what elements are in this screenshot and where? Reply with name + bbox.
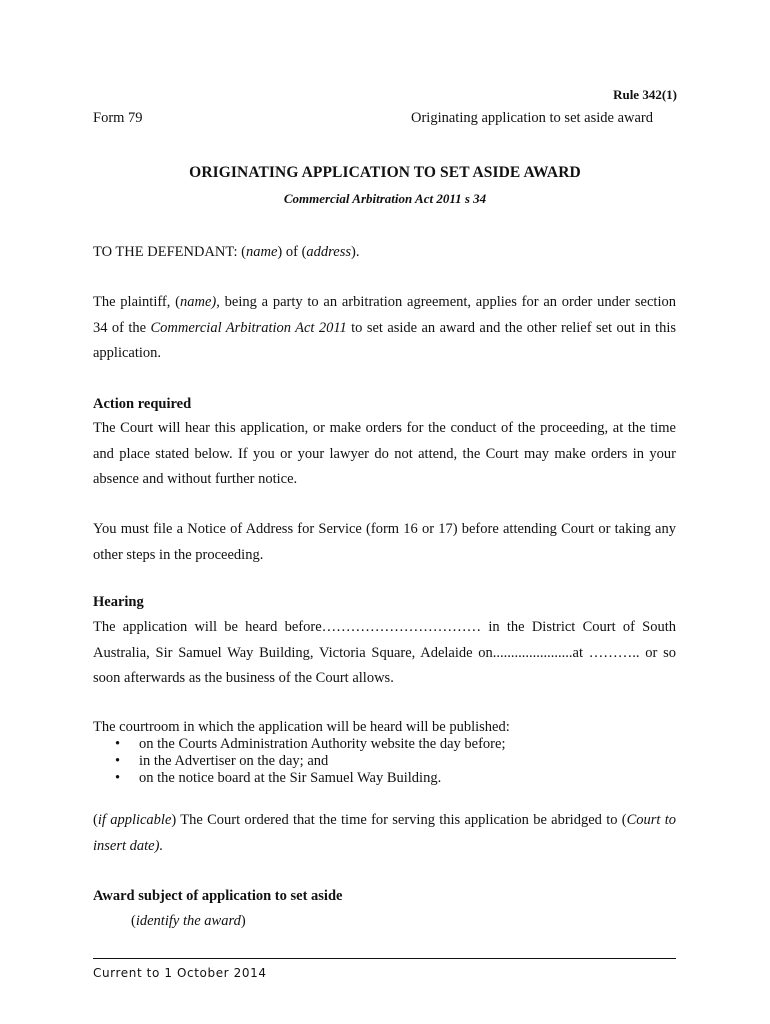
list-item-text: on the Courts Administration Authority website the day before; — [139, 736, 506, 752]
hearing-text: The application will be heard before…………………………… in the District Court of South Australia, Sir Samuel Way Building, Victoria Square, Adelaide on......................at ……….. or so soon afterwards as the business of the Court allows. — [93, 619, 676, 686]
footer-divider — [93, 958, 676, 959]
bullet-glyph: • — [115, 753, 121, 769]
defendant-prefix: TO THE DEFENDANT: ( — [93, 244, 246, 260]
plaintiff-name-placeholder: name) — [179, 294, 217, 310]
plaintiff-paragraph — [93, 290, 676, 367]
courtroom-list — [93, 736, 676, 787]
action-required-heading: Action required — [93, 396, 192, 412]
defendant-line — [93, 240, 676, 266]
footer-currency-note: Current to 1 October 2014 — [93, 966, 267, 980]
award-open-paren: ( — [131, 913, 136, 929]
action-required-text: The Court will hear this application, or make orders for the conduct of the proceeding, at the time and place stated below. If you or your lawyer do not attend, the Court may make orders in your absence and without further notice. — [93, 420, 676, 487]
award-close-paren: ) — [240, 913, 246, 929]
abridged-paragraph — [93, 808, 676, 859]
bullet-glyph: • — [115, 736, 121, 752]
defendant-middle: ) of ( — [277, 244, 307, 260]
plaintiff-text-3: to set aside an award and the other relief set out in this application. — [93, 319, 676, 361]
list-item — [93, 736, 676, 753]
award-heading: Award subject of application to set aside — [93, 888, 343, 904]
award-placeholder-line — [131, 913, 246, 930]
list-item-text: on the notice board at the Sir Samuel Way Building. — [139, 770, 442, 786]
defendant-name-placeholder: name — [246, 244, 278, 260]
plaintiff-act-name: Commercial Arbitration Act 2011 — [150, 319, 347, 336]
list-item-text: in the Advertiser on the day; and — [139, 753, 329, 769]
plaintiff-text-1: The plaintiff, ( — [93, 294, 180, 310]
bullet-glyph: • — [115, 770, 121, 786]
notice-of-address-paragraph: You must file a Notice of Address for Service (form 16 or 17) before attending Court or taking any other steps in the proceeding. — [93, 521, 676, 563]
form-number: Form 79 — [93, 110, 143, 126]
court-date-placeholder: Court to insert date). — [93, 812, 677, 854]
page-title: ORIGINATING APPLICATION TO SET ASIDE AWARD — [189, 164, 581, 181]
list-item — [93, 753, 676, 770]
list-item — [93, 770, 676, 787]
abridged-open: ( — [93, 812, 98, 828]
abridged-text: ) The Court ordered that the time for serving this application be abridged to ( — [171, 812, 627, 828]
rule-reference: Rule 342(1) — [613, 87, 677, 102]
defendant-suffix: ). — [351, 244, 360, 260]
form-title: Originating application to set aside award — [411, 110, 653, 126]
award-placeholder: identify the award — [135, 913, 241, 929]
courtroom-intro: The courtroom in which the application will be heard will be published: — [93, 719, 510, 735]
plaintiff-text-2: , being a party to an arbitration agreement, applies for an order under section 34 of the — [93, 294, 676, 336]
defendant-address-placeholder: address — [306, 244, 351, 260]
courtroom-section — [93, 719, 676, 787]
hearing-heading: Hearing — [93, 594, 144, 610]
act-subtitle: Commercial Arbitration Act 2011 s 34 — [283, 191, 487, 206]
if-applicable-text: if applicable — [97, 812, 172, 828]
